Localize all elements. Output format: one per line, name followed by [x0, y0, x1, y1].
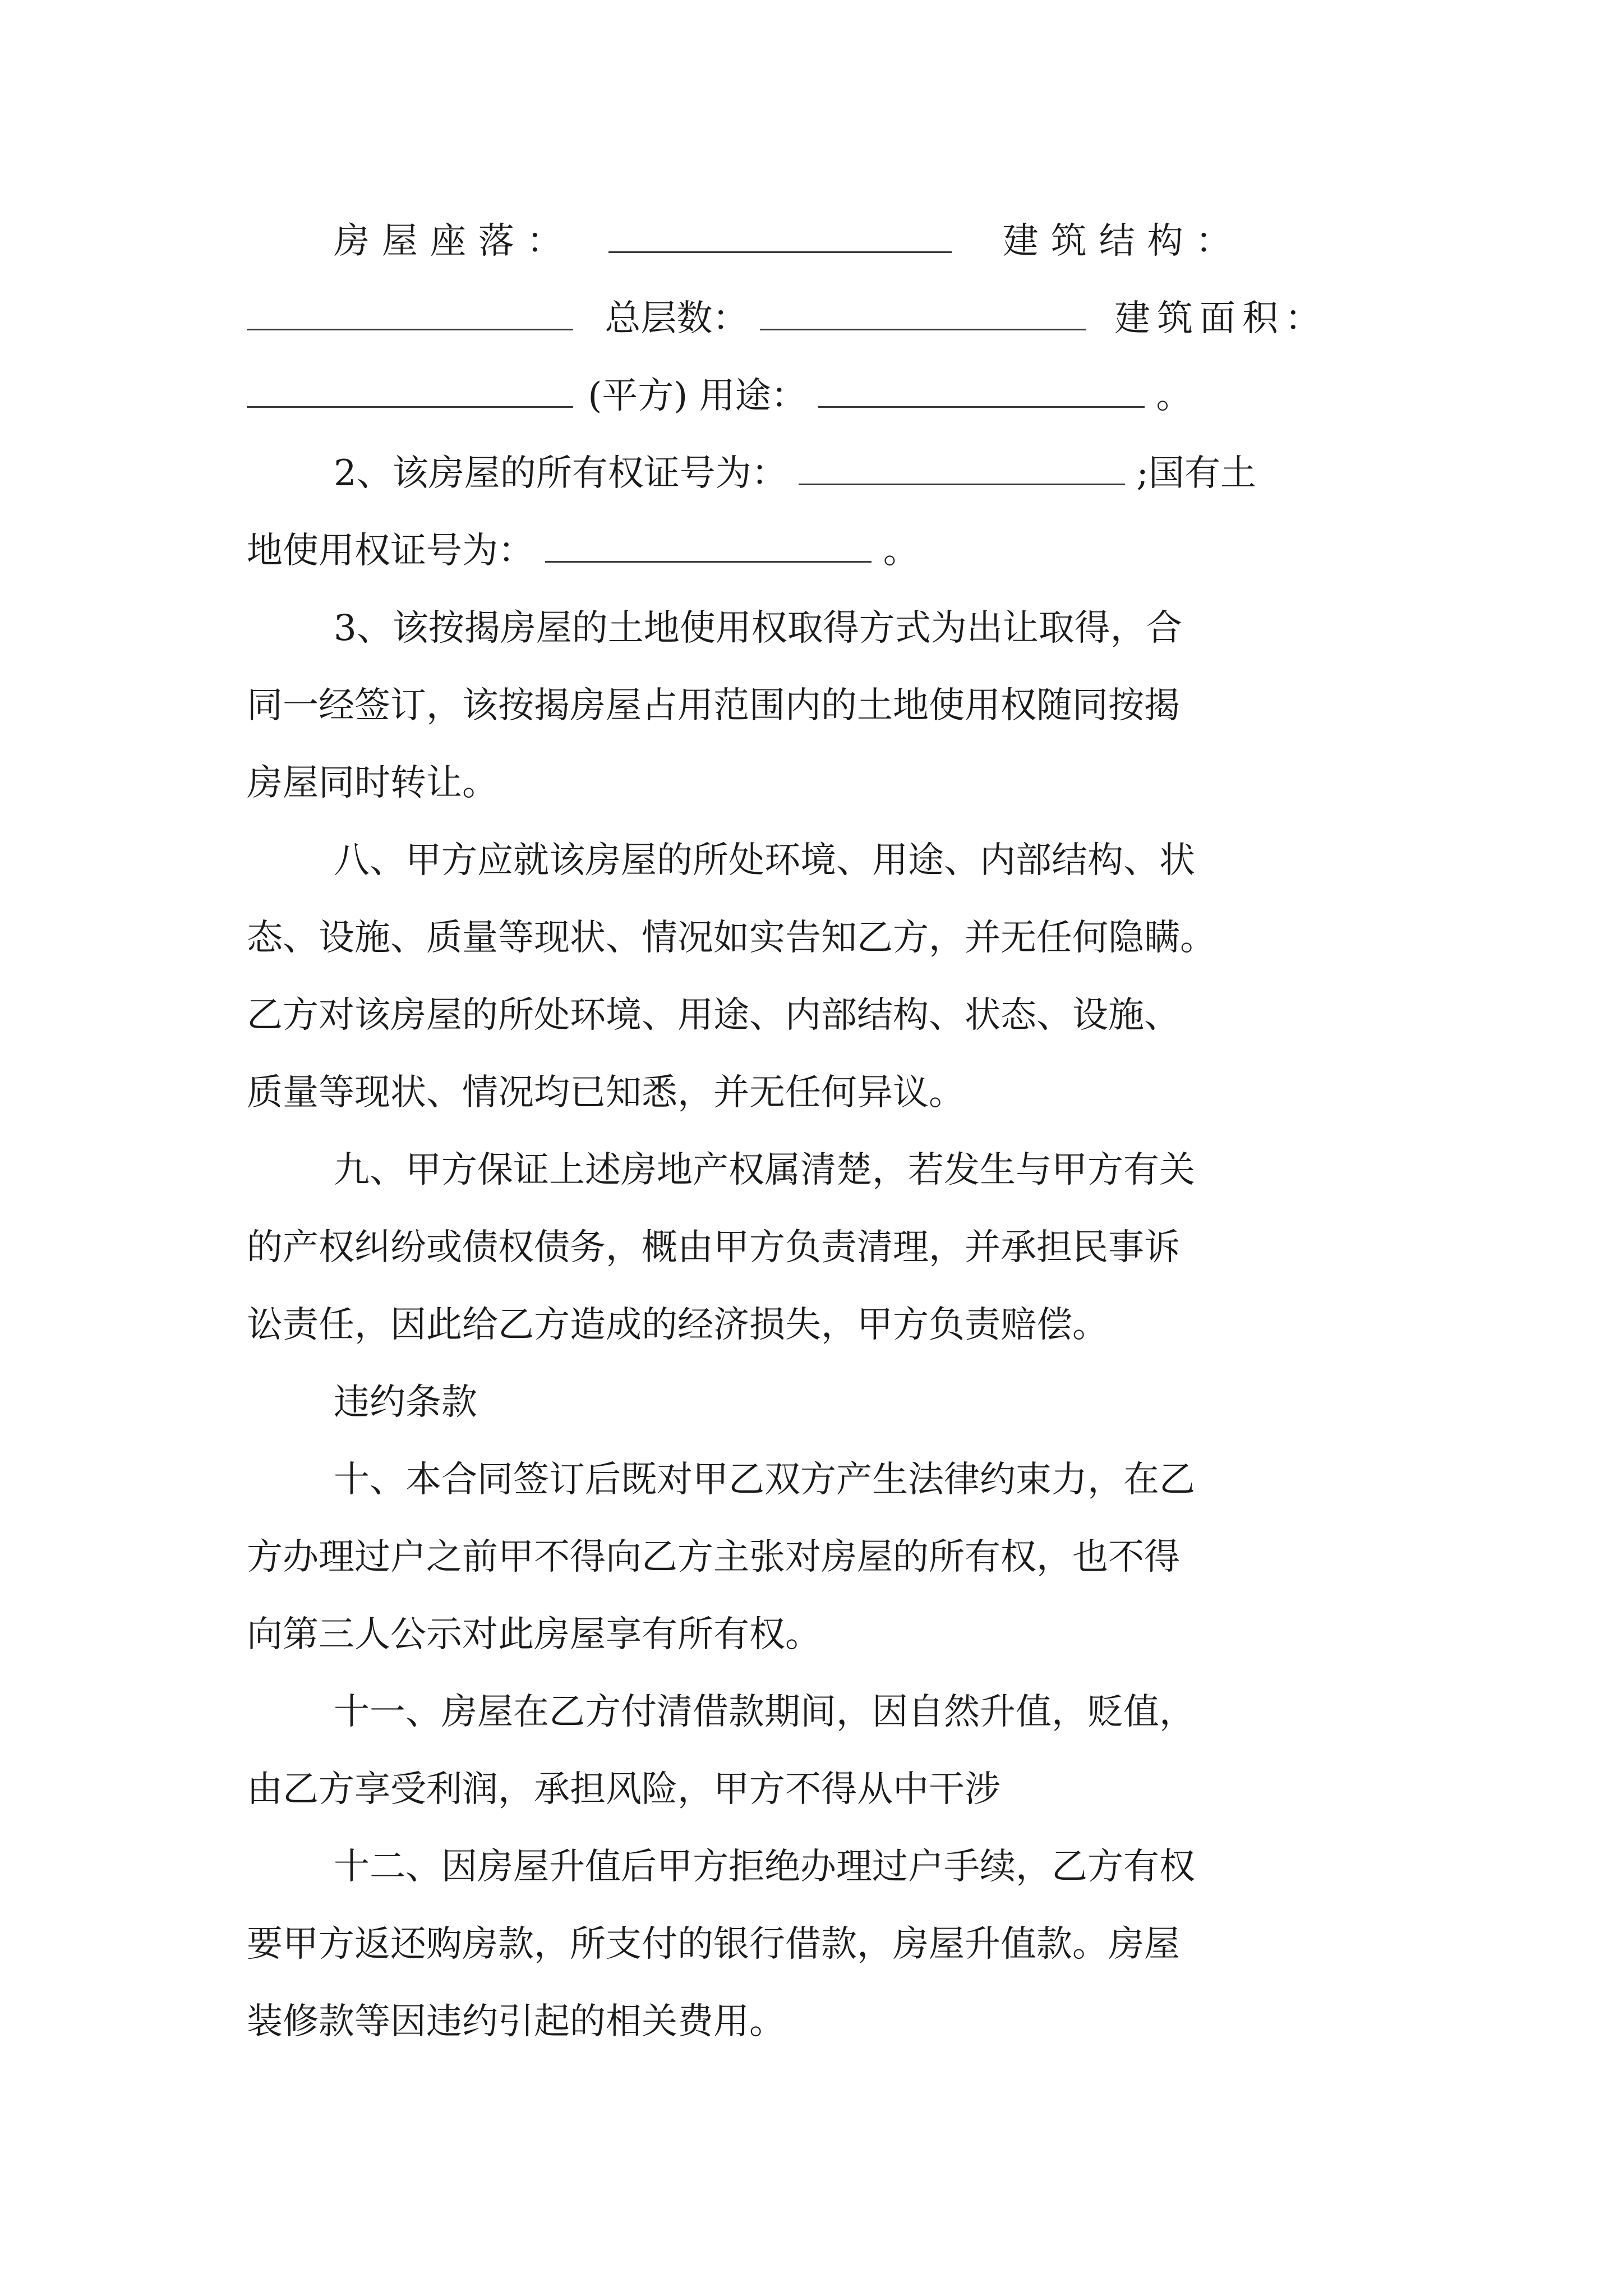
- text-line: 八、甲方应就该房屋的所处环境、用途、内部结构、状: [334, 840, 1195, 881]
- property-location-line: [334, 210, 1380, 272]
- floors-label: 总层数：: [605, 298, 749, 339]
- text-line: 由乙方享受利润，承担风险，甲方不得从中干涉: [247, 1769, 1000, 1810]
- text-line: 的产权纠纷或债权债务，概由甲方负责清理，并承担民事诉: [247, 1227, 1180, 1268]
- text-line: 房屋同时转让。: [247, 762, 498, 804]
- location-blank: [608, 218, 952, 253]
- structure-label: 建筑结构：: [1002, 220, 1244, 262]
- location-label: 房屋座落：: [334, 220, 575, 262]
- text-line: 十二、因房屋升值后甲方拒绝办理过户手续，乙方有权: [334, 1846, 1195, 1888]
- text-line: 十、本合同签订后既对甲乙双方产生法律约束力，在乙: [334, 1459, 1195, 1501]
- ownership-cert-blank: [799, 450, 1125, 485]
- usage-blank: [818, 372, 1145, 408]
- text-line: 同一经签订，该按揭房屋占用范围内的土地使用权随同按揭: [247, 685, 1180, 726]
- floors-blank: [760, 295, 1086, 330]
- land-cert-blank: [545, 527, 872, 563]
- land-cert-label-start: ;国有土: [1136, 453, 1256, 494]
- text-line: 装修款等因违约引起的相关费用。: [247, 2001, 785, 2042]
- area-usage-line: [247, 365, 1380, 427]
- usage-label: 用途：: [699, 375, 807, 417]
- unit-label: (平方): [588, 375, 688, 417]
- land-cert-label: 地使用权证号为：: [247, 530, 534, 572]
- text-line: 向第三人公示对此房屋享有所有权。: [247, 1614, 821, 1655]
- end-mark: 。: [1156, 375, 1192, 417]
- text-line: 方办理过户之前甲不得向乙方主张对房屋的所有权，也不得: [247, 1536, 1180, 1578]
- floors-area-line: [247, 288, 1380, 349]
- text-line: 十一、房屋在乙方付清借款期间，因自然升值，贬值，: [334, 1691, 1195, 1733]
- text-line: 讼责任，因此给乙方造成的经济损失，甲方负责赔偿。: [247, 1304, 1108, 1346]
- text-line: 态、设施、质量等现状、情况如实告知乙方，并无任何隐瞒。: [247, 917, 1216, 959]
- text-line: 要甲方返还购房款，所支付的银行借款，房屋升值款。房屋: [247, 1924, 1180, 1965]
- area-blank: [247, 372, 573, 408]
- land-cert-end: 。: [883, 530, 919, 572]
- text-line: 乙方对该房屋的所处环境、用途、内部结构、状态、设施、: [247, 995, 1180, 1036]
- text-line: 质量等现状、情况均已知悉，并无任何异议。: [247, 1072, 965, 1114]
- land-cert-line: [247, 520, 1380, 582]
- ownership-cert-label: 2、该房屋的所有权证号为：: [334, 453, 787, 494]
- breach-heading: 违约条款: [334, 1382, 477, 1423]
- area-label: 建筑面积：: [1114, 298, 1328, 339]
- certificate-line: [334, 443, 1380, 504]
- text-line: 3、该按揭房屋的土地使用权取得方式为出让取得，合: [334, 608, 1182, 649]
- text-line: 九、甲方保证上述房地产权属清楚，若发生与甲方有关: [334, 1149, 1195, 1191]
- structure-blank: [247, 295, 573, 330]
